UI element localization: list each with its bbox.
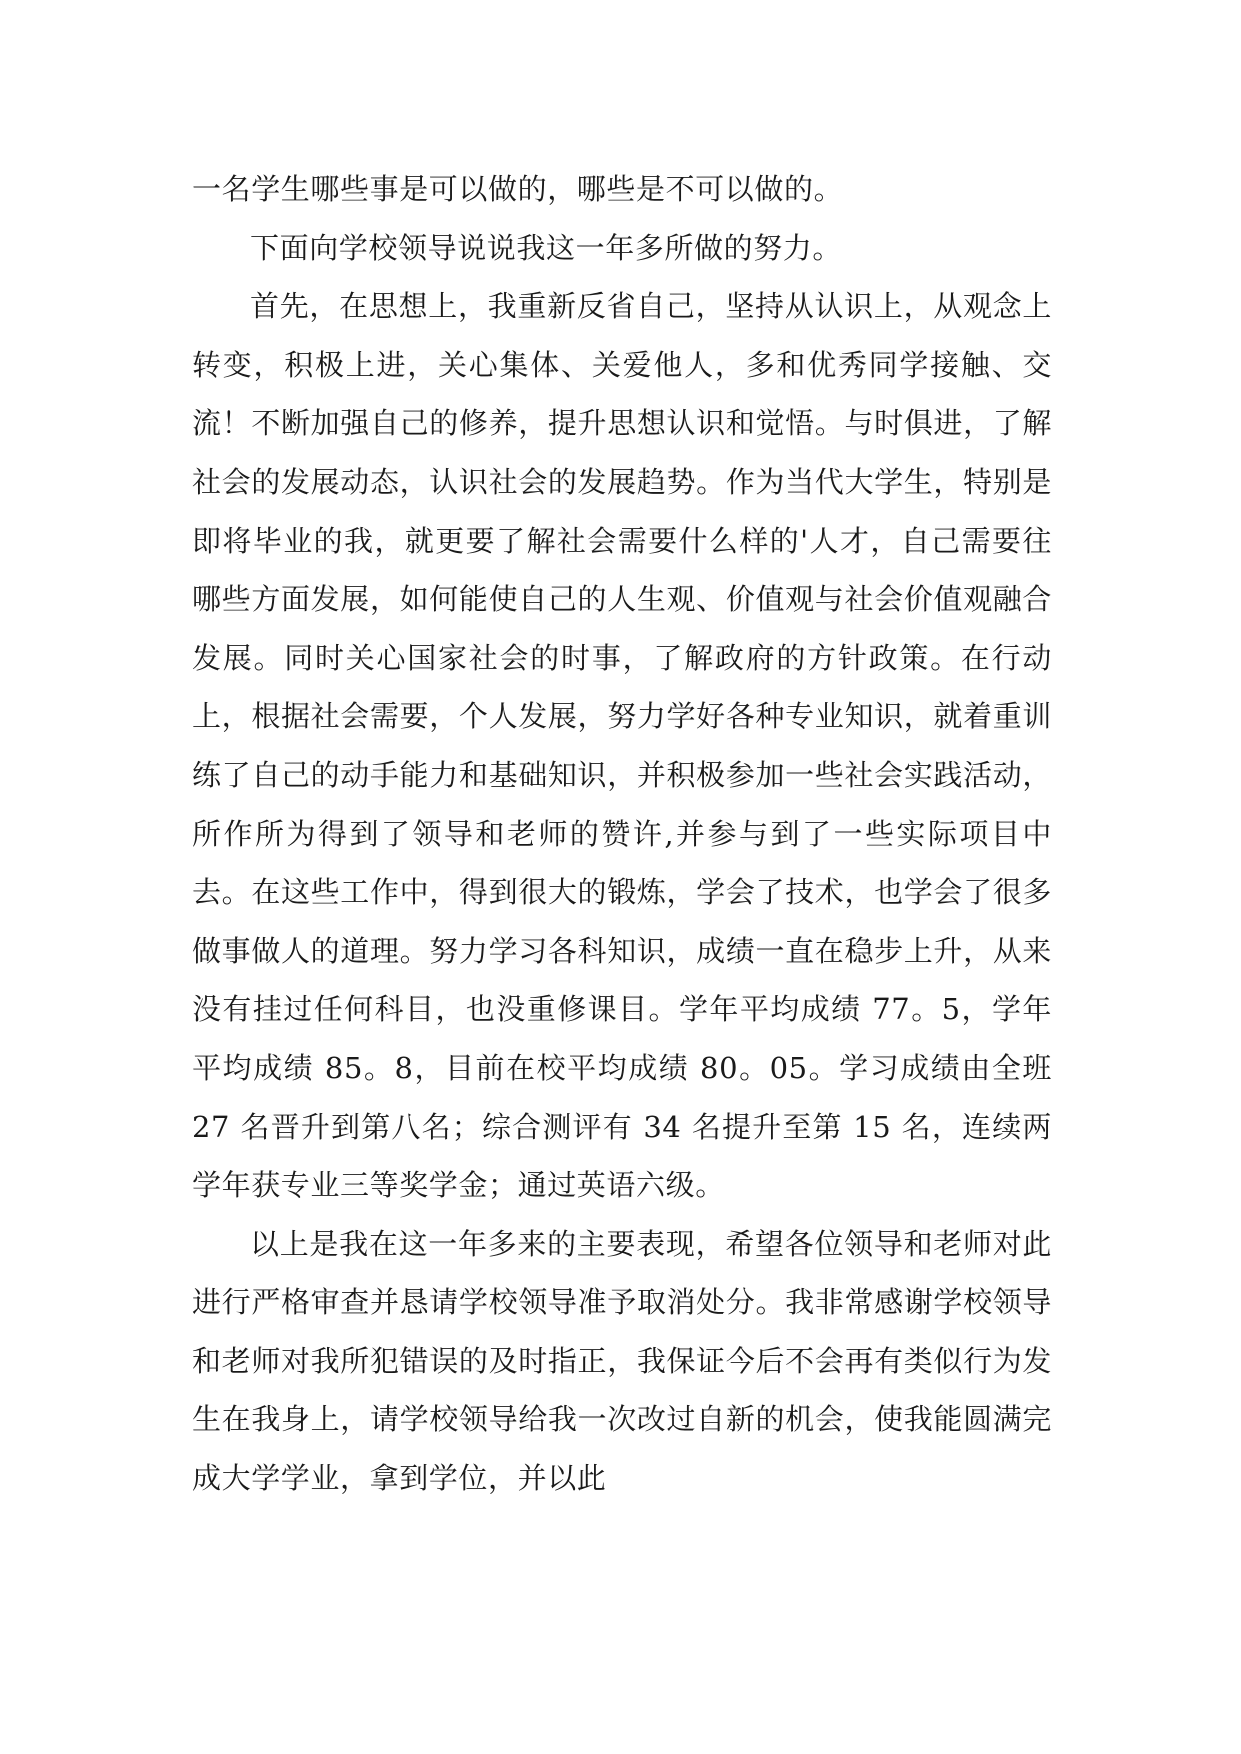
- paragraph-continuation: 一名学生哪些事是可以做的，哪些是不可以做的。: [192, 172, 844, 206]
- paragraph-efforts: 首先，在思想上，我重新反省自己，坚持从认识上，从观念上转变，积极上进，关心集体、关爱他人，多和优秀同学接触、交流！不断加强自己的修养，提升思想认识和觉悟。与时俱进，了解社会的发展动态，认识社会的发展趋势。作为当代大学生，特别是即将毕业的我，就更要了解社会需要什么样的'人才，自己需要往哪些方面发展，如何能使自己的人生观、价值观与社会价值观融合发展。同时关心国家社会的时事，了解政府的方针政策。在行动上，根据社会需要，个人发展，努力学好各种专业知识，就着重训练了自己的动手能力和基础知识，并积极参加一些社会实践活动，所作所为得到了领导和老师的赞许,并参与到了一些实际项目中去。在这些工作中，得到很大的锻炼，学会了技术，也学会了很多做事做人的道理。努力学习各科知识，成绩一直在稳步上升，从来没有挂过任何科目，也没重修课目。学年平均成绩 77。5，学年平均成绩 85。8，目前在校平均成绩 80。05。学习成绩由全班 27 名晋升到第八名；综合测评有 34 名提升至第 15 名，连续两学年获专业三等奖学金；通过英语六级。: [192, 289, 1052, 1203]
- paragraph-conclusion: 以上是我在这一年多来的主要表现，希望各位领导和老师对此进行严格审查并恳请学校领导准予取消处分。我非常感谢学校领导和老师对我所犯错误的及时指正，我保证今后不会再有类似行为发生在我身上，请学校领导给我一次改过自新的机会，使我能圆满完成大学学业，拿到学位，并以此: [192, 1226, 1052, 1496]
- paragraph-intro: 下面向学校领导说说我这一年多所做的努力。: [250, 230, 843, 265]
- document-body: [192, 160, 1052, 1508]
